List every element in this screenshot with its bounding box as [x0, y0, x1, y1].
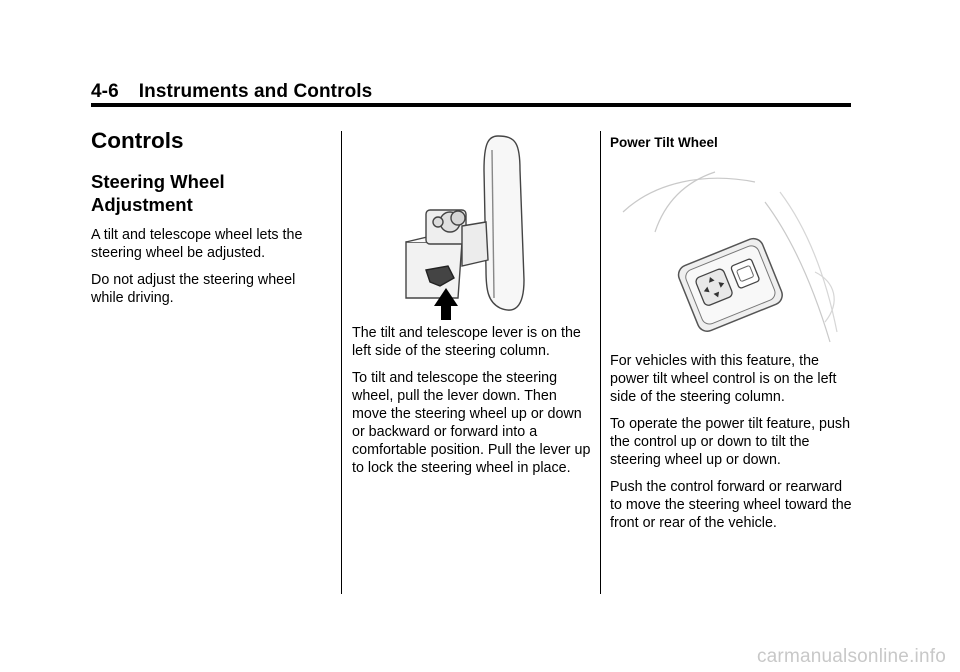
- column-divider-1: [341, 131, 342, 594]
- power-tilt-forward-paragraph: Push the control forward or rearward to move the steering wheel toward the front or rear of the vehicle.: [610, 479, 852, 531]
- warning-paragraph: Do not adjust the steering wheel while driving.: [91, 272, 296, 306]
- column-middle: [352, 324, 592, 486]
- section-title: Instruments and Controls: [138, 81, 373, 102]
- power-tilt-control-figure: [615, 162, 845, 352]
- power-tilt-location-paragraph: For vehicles with this feature, the power tilt wheel control is on the left side of the steering column.: [610, 353, 837, 405]
- page-number: 4-6: [91, 81, 119, 102]
- column-right: [610, 134, 855, 161]
- header-rule: [91, 103, 851, 107]
- header-text: [91, 81, 372, 103]
- column-left: [91, 128, 323, 316]
- power-tilt-updown-paragraph: To operate the power tilt feature, push the control up or down to tilt the steering wheel up or down.: [610, 416, 851, 468]
- intro-paragraph: A tilt and telescope wheel lets the steering wheel be adjusted.: [91, 227, 303, 261]
- chapter-heading: Controls: [91, 128, 184, 153]
- lever-instructions-paragraph: To tilt and telescope the steering wheel, pull the lever down. Then move the steering wheel up or down or backward or forward into a comfortable position. Pull the lever up to lock the steering wheel in place.: [352, 370, 591, 476]
- power-tilt-heading: Power Tilt Wheel: [610, 135, 718, 150]
- section-heading: Steering Wheel Adjustment: [91, 171, 225, 215]
- column-divider-2: [600, 131, 601, 594]
- watermark: carmanualsonline.info: [756, 646, 946, 667]
- lever-location-paragraph: The tilt and telescope lever is on the left side of the steering column.: [352, 325, 581, 359]
- steering-column-lever-figure: [400, 130, 550, 320]
- page-header: [91, 80, 851, 108]
- column-right-body: [610, 352, 855, 541]
